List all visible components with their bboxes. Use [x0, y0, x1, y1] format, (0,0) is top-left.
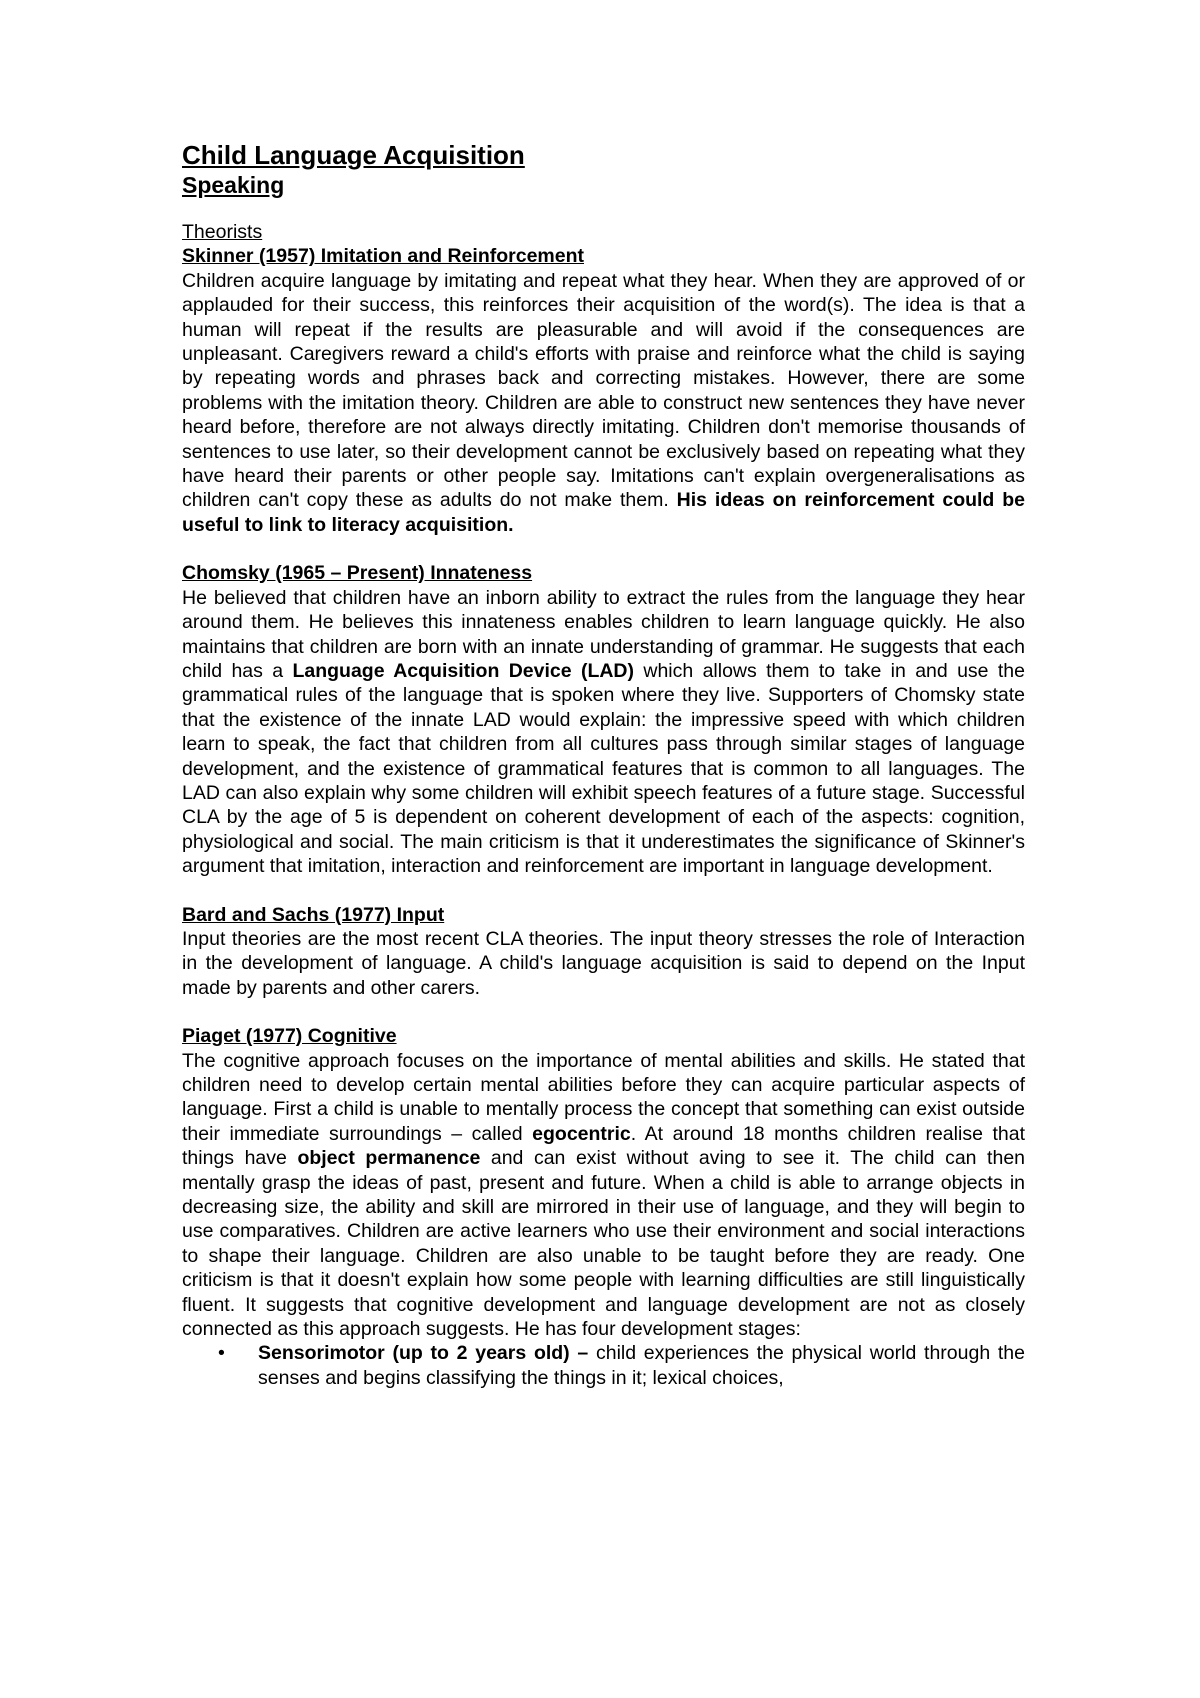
chomsky-paragraph	[182, 586, 1025, 879]
stage-description: child experiences the physical world through the senses and begins classifying the things in it; lexical choices,	[258, 1342, 1025, 1389]
chomsky-heading: Chomsky (1965 – Present) Innateness	[182, 562, 533, 585]
bard-sachs-heading: Bard and Sachs (1977) Input	[182, 903, 445, 926]
piaget-bold-egocentric: egocentric	[532, 1122, 631, 1145]
skinner-paragraph	[182, 269, 1025, 537]
piaget-body-2: . At around 18 months children realise that things have	[182, 1122, 1025, 1170]
piaget-paragraph	[182, 1049, 1025, 1342]
document-title: Child Language Acquisition	[182, 140, 525, 170]
piaget-body-1: The cognitive approach focuses on the importance of mental abilities and skills. He stated that children need to develop certain mental abilities before they can acquire particular aspects of language. First a child is unable to mentally process the concept that something can exist outside their immediate surroundings – called	[182, 1049, 1025, 1145]
skinner-bold-note: His ideas on reinforcement could be useful to link to literacy acquisition.	[182, 489, 1025, 536]
piaget-stage-list	[182, 1341, 1025, 1390]
stage-name: Sensorimotor (up to 2 years old) –	[258, 1342, 589, 1365]
piaget-heading: Piaget (1977) Cognitive	[182, 1025, 397, 1048]
piaget-body-3: and can exist without aving to see it. The child can then mentally grasp the ideas of past, present and future. When a child is able to arrange objects in decreasing size, the ability and skill are mirrored in their use of language, and they will begin to use comparatives. Children are active learners who use their environment and social interactions to shape their language. Children are also unable to be taught before they are ready. One criticism is that it doesn't explain how some people with learning difficulties are still linguistically fluent. It suggests that cognitive development and language development are not as closely connected as this approach suggests. He has four development stages:	[182, 1147, 1026, 1341]
piaget-bold-object-permanence: object permanence	[297, 1147, 481, 1170]
bullet-icon: •	[218, 1342, 225, 1365]
bard-sachs-paragraph: Input theories are the most recent CLA theories. The input theory stresses the role of Interaction in the development of language. A child's language acquisition is said to depend on the Input made by parents and other carers.	[182, 927, 1025, 999]
document-subtitle: Speaking	[182, 172, 285, 198]
chomsky-body-before: He believed that children have an inborn ability to extract the rules from the language they hear around them. He believes this innateness enables children to learn language quickly. He also maintains that children are born with an innate understanding of grammar. He suggests that each child has a	[182, 586, 1025, 682]
chomsky-body-after: which allows them to take in and use the grammatical rules of the language that is spoken where they live. Supporters of Chomsky state that the existence of the innate LAD would explain: the impressive speed with which children learn to speak, the fact that children from all cultures pass through similar stages of language development, and the existence of grammatical features that is common to all languages. The LAD can also explain why some children will exhibit speech features of a future stage. Successful CLA by the age of 5 is dependent on coherent development of each of the aspects: cognition, physiological and social. The main criticism is that it underestimates the significance of Skinner's argument that imitation, interaction and reinforcement are important in language development.	[182, 659, 1025, 878]
list-item	[182, 1341, 1025, 1390]
document-page	[182, 140, 1025, 1390]
chomsky-bold-term: Language Acquisition Device (LAD)	[292, 659, 635, 682]
section-label: Theorists	[182, 221, 263, 243]
skinner-body: Children acquire language by imitating and repeat what they hear. When they are approved of or applauded for their success, this reinforces their acquisition of the word(s). The idea is that a human will repeat if the results are pleasurable and will avoid if the consequences are unpleasant. Caregivers reward a child's efforts with praise and reinforce what the child is saying by repeating words and phrases back and correcting mistakes. However, there are some problems with the imitation theory. Children are able to construct new sentences they have never heard before, therefore are not always directly imitating. Children don't memorise thousands of sentences to use later, so their development cannot be exclusively based on repeating what they have heard their parents or other people say. Imitations can't explain overgeneralisations as children can't copy these as adults do not make them.	[182, 269, 1025, 512]
skinner-heading: Skinner (1957) Imitation and Reinforcement	[182, 245, 585, 268]
